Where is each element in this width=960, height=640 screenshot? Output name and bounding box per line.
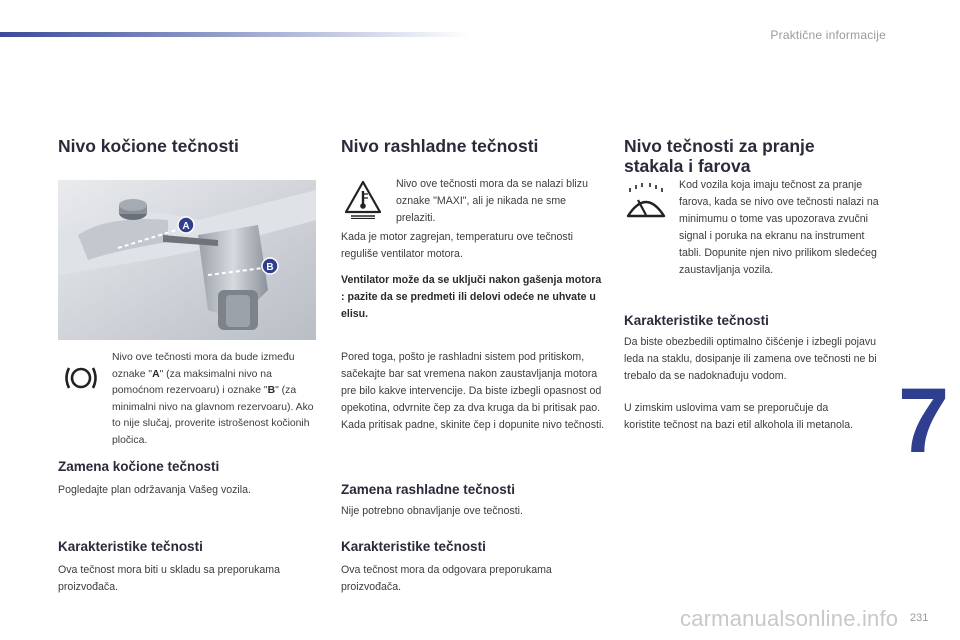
washer-spec-title: Karakteristike tečnosti — [624, 313, 769, 328]
brake-fluid-title: Nivo kočione tečnosti — [58, 136, 239, 156]
washer-spec-text: Da biste obezbedili optimalno čišćenje i izbegli pojavu leda na staklu, dosipanje ili zamena ove tečnosti ne bi trebalo da se nadoknađuju vodom. — [624, 336, 877, 382]
washer-title: Nivo tečnosti za pranje stakala i farova — [624, 136, 815, 176]
watermark: carmanualsonline.info — [680, 606, 899, 631]
page-number: 231 — [910, 612, 929, 624]
washer-fluid-icon — [624, 182, 668, 227]
coolant-replace-text: Nije potrebno obnavljanje ove tečnosti. — [341, 505, 523, 517]
chapter-number: 7 — [898, 370, 950, 472]
brake-warning-icon — [62, 363, 100, 398]
brake-level-description: Nivo ove tečnosti mora da bude između oznake "A" (za maksimalni nivo na pomoćnom rezervoaru) i oznake "B" (za minimalni nivo na glavnom rezervoaru). Ako to nije slučaj, proverite istrošenost kočionih pločica. — [112, 352, 314, 446]
callout-b: B — [266, 262, 274, 273]
brake-replace-text: Pogledajte plan održavanja Vašeg vozila. — [58, 484, 251, 496]
coolant-spec-title: Karakteristike tečnosti — [341, 539, 486, 554]
coolant-title: Nivo rashladne tečnosti — [341, 136, 539, 156]
brake-spec-text: Ova tečnost mora biti u skladu sa preporukama proizvođača. — [58, 564, 280, 593]
header-accent-bar — [0, 32, 470, 37]
coolant-temperature-icon — [343, 179, 383, 224]
brake-reservoir-illustration — [58, 180, 316, 340]
washer-level-description: Kod vozila koja imaju tečnost za pranje farova, kada se nivo ove tečnosti nalazi na minimumu o tome vas upozorava zvučni signal i poruka na ekranu na instrument tabli. Dopunite njen nivo prilikom sledećeg zaustavljanja vozila. — [679, 179, 879, 276]
coolant-pressure-text: Pored toga, pošto je rashladni sistem pod pritiskom, sačekajte bar sat vremena nakon zaustavljanja motora pre bilo kakve intervencije. Da biste izbegli opasnost od opekotina, odvrnite čep za dva kruga da bi pritisak pao. Kada pritisak padne, skinite čep i dopunite nivo tečnosti. — [341, 351, 605, 431]
coolant-fan-warning: Ventilator može da se uključi nakon gašenja motora : pazite da se predmeti ili delovi odeće ne uhvate u elisu. — [341, 274, 602, 320]
section-title: Praktične informacije — [770, 28, 886, 42]
washer-winter-text: U zimskim uslovima vam se preporučuje da koristite tečnost na bazi etil alkohola ili metanola. — [624, 402, 854, 431]
coolant-spec-text: Ova tečnost mora da odgovara preporukama proizvođača. — [341, 564, 552, 593]
coolant-warm-text: Kada je motor zagrejan, temperaturu ove tečnosti reguliše ventilator motora. — [341, 231, 574, 260]
coolant-level-description: Nivo ove tečnosti mora da se nalazi blizu oznake "MAXI", ali je nikada ne sme prelaziti. — [396, 178, 588, 224]
brake-replace-title: Zamena kočione tečnosti — [58, 459, 220, 474]
coolant-replace-title: Zamena rashladne tečnosti — [341, 482, 516, 497]
callout-a: A — [182, 221, 190, 232]
brake-spec-title: Karakteristike tečnosti — [58, 539, 203, 554]
